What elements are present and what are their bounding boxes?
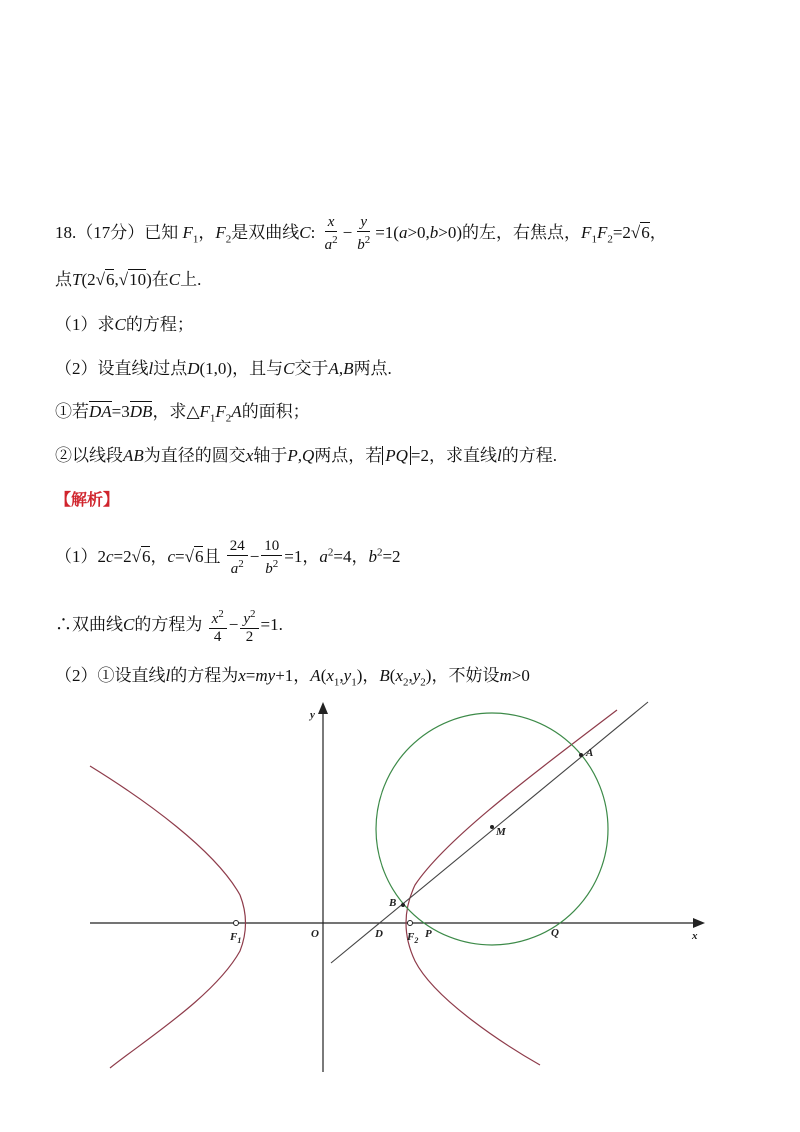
- m-label: M: [496, 826, 506, 838]
- problem-text: 的左，右焦点，: [462, 222, 582, 242]
- hyperbola-right-branch: [406, 710, 617, 1065]
- question-text: 交于: [294, 359, 329, 378]
- b-label: B: [389, 897, 397, 909]
- solution-text: 的方程为: [170, 666, 239, 685]
- formula-fraction: $\frac{24}{a^2}$: [227, 538, 248, 578]
- question-text: 的面积；: [241, 402, 310, 421]
- q-label: Q: [551, 927, 559, 939]
- question-2: （2）设直线l过点D(1,0)，且与C交于A,B两点.: [55, 359, 392, 378]
- problem-text: 已知: [144, 222, 179, 242]
- formula-fraction: $\frac{x}{a^2}$: [324, 214, 338, 253]
- point-f1: [234, 921, 239, 926]
- solution-step-3: （2）①设直线l的方程为x=my+1，$A(x_1,y_1)$，$B(x_2,y_2)$，不妨设m>0: [55, 666, 530, 689]
- point-f2: [408, 921, 413, 926]
- question-text: （2）设直线: [55, 359, 149, 378]
- question-text: 的方程.: [501, 446, 557, 465]
- f2-label: $F_2$: [407, 931, 419, 945]
- question-text: 轴于: [253, 446, 288, 465]
- problem-points: （17分）: [76, 222, 145, 242]
- problem-text: 是双曲线: [231, 222, 300, 242]
- solution-text: ∴双曲线: [55, 614, 123, 634]
- origin-label: O: [311, 928, 319, 940]
- question-text: ，且与: [232, 359, 284, 378]
- solution-text: ，不妨设: [431, 666, 500, 685]
- question-text: 的方程；: [125, 315, 194, 334]
- hyperbola-left-branch: [90, 766, 246, 1068]
- x-axis-arrow-icon: [693, 918, 705, 928]
- problem-line-2: 点T(2√6,√10)在C上.: [55, 270, 202, 289]
- solution-step-2: ∴双曲线C的方程为 $\frac{x^2}{4}$ − $\frac{y^2}{2}$ =1.: [55, 608, 283, 645]
- formula-fraction: $\frac{y}{b^2}$: [357, 214, 371, 253]
- problem-text: 上.: [180, 270, 202, 289]
- line-l: [331, 702, 648, 963]
- question-text: 为直径的圆交: [143, 446, 246, 465]
- point-a: [579, 753, 583, 757]
- p-label: P: [425, 928, 432, 940]
- solution-step-1: （1）2c=2√6，c=√6且 $\frac{24}{a^2}$ − $\frac{10}{b^2}$ =1，$a^2=4$，$b^2=2$: [55, 538, 401, 577]
- question-text: 两点.: [353, 359, 392, 378]
- y-axis-label: y: [310, 709, 315, 721]
- solution-text: 的方程为: [134, 614, 203, 634]
- question-text: ①若: [55, 402, 89, 421]
- solution-text: （2）①设直线: [55, 666, 166, 685]
- question-text: （1）求: [55, 315, 115, 334]
- question-text: ，求直线: [429, 446, 498, 465]
- question-text: 过点: [153, 359, 188, 378]
- point-b: [401, 903, 405, 907]
- sub-question-1: ①若DA=3DB，求$\triangle F_1F_2A$的面积；: [55, 402, 310, 425]
- question-1: （1）求C的方程；: [55, 315, 194, 334]
- x-axis-label: x: [692, 930, 698, 942]
- f1-label: $F_1$: [230, 931, 242, 945]
- formula-fraction: $\frac{y^2}{2}$: [240, 606, 258, 646]
- problem-text: 点: [55, 270, 72, 289]
- hyperbola-circle-figure: [85, 700, 715, 1080]
- solution-text: （1）: [55, 546, 98, 566]
- solution-text: 且: [203, 546, 221, 566]
- a-label: A: [586, 747, 594, 759]
- question-text: 两点，若: [314, 446, 383, 465]
- problem-line-1: 18.（17分）已知 $F_1$，$F_2$是双曲线C: $\frac{x}{a^2}$ − $\frac{y}{b^2}$ =1(a>0,b>0)的左，右焦点，$F_1F_2=2√6$，: [55, 214, 667, 253]
- sub-question-2: ②以线段AB为直径的圆交x轴于P,Q两点，若 PQ =2，求直线l的方程.: [55, 446, 557, 465]
- question-text: ②以线段: [55, 446, 123, 465]
- formula-fraction: $\frac{x^2}{4}$: [209, 606, 227, 646]
- question-text: ，求: [152, 402, 187, 421]
- y-axis-arrow-icon: [318, 702, 328, 714]
- problem-number: 18.: [55, 222, 77, 242]
- solution-heading-line: [55, 488, 760, 512]
- solution-heading: 【解析】: [55, 490, 120, 509]
- formula-fraction: $\frac{10}{b^2}$: [261, 538, 282, 578]
- problem-text: 在: [151, 270, 169, 289]
- d-label: D: [375, 928, 383, 940]
- point-m: [490, 825, 494, 829]
